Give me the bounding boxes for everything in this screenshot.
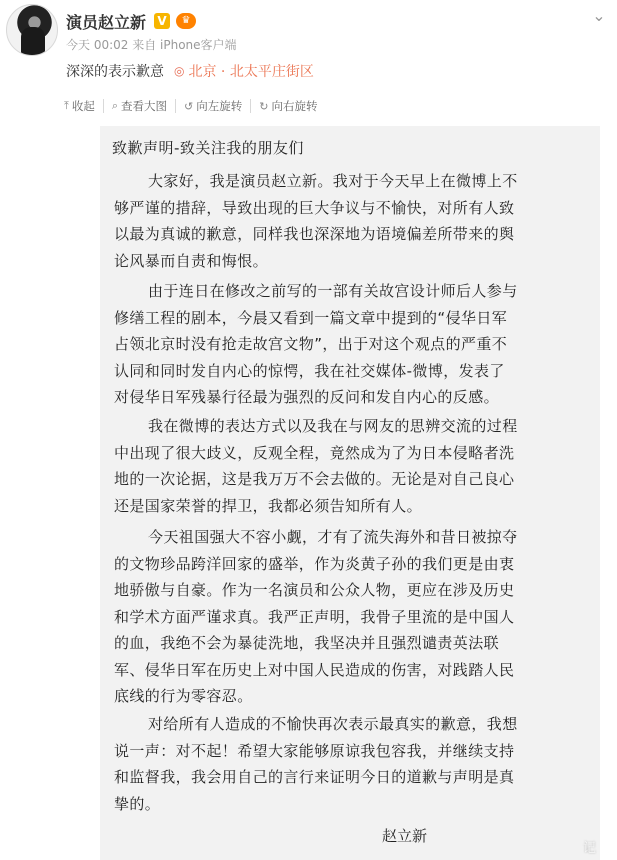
post-text-row: [66, 61, 314, 81]
letter-line: 对侵华日军残暴行径最为强烈的反问和发自内心的反感。: [114, 388, 500, 406]
collapse-label: 收起: [71, 99, 95, 113]
letter-title: 致歉声明-致关注我的朋友们: [112, 139, 304, 157]
rotate-right-icon: ↻: [259, 99, 269, 113]
letter-line: 我在微博的表达方式以及我在与网友的思辨交流的过程: [148, 417, 518, 435]
image-toolbar: [56, 94, 596, 118]
magnifier-icon: ⌕: [111, 99, 119, 112]
view-large-label: 查看大图: [121, 99, 168, 113]
letter-line: 占领北京时没有抢走故宫文物”，出于对这个观点的严重不: [114, 335, 508, 353]
letter-line: 大家好，我是演员赵立新。我对于今天早上在微博上不: [148, 172, 518, 190]
avatar[interactable]: [6, 4, 58, 56]
letter-line: 和监督我，我会用自己的言行来证明今日的道歉与声明是真: [114, 768, 515, 786]
rotate-left-icon: ↺: [184, 99, 194, 113]
letter-line: 的文物珍品跨洋回家的盛举，作为炎黄子孙的我们更是由衷: [114, 554, 515, 573]
letter-paragraph-4: [114, 524, 590, 710]
rotate-right-button[interactable]: [251, 99, 325, 113]
post-meta: 今天 00:02 来自 iPhone客户端: [66, 38, 237, 52]
letter-signature: 赵立新: [382, 827, 428, 845]
apology-letter-image[interactable]: [100, 126, 600, 860]
letter-line: 和学术方面严谨求真。我严正声明，我骨子里流的是中国人: [114, 607, 515, 626]
letter-paragraph-5: [114, 711, 590, 817]
view-large-button[interactable]: [104, 99, 176, 113]
arrow-up-icon: ⤒: [64, 99, 69, 112]
rotate-right-label: 向右旋转: [271, 99, 318, 113]
letter-line: 地骄傲与自豪。作为一名演员和公众人物，更应在涉及历史: [114, 581, 515, 599]
letter-line: 由于连日在修改之前写的一部有关故宫设计师后人参与: [148, 282, 518, 300]
letter-line: 今天祖国强大不容小觑，才有了流失海外和昔日被掠夺: [148, 528, 518, 546]
post-text: 深深的表示歉意: [66, 64, 164, 80]
letter-paragraph-2: [114, 278, 590, 411]
letter-line: 以最为真诚的歉意，同样我也深深地为语境偏差所带来的舆: [114, 225, 515, 243]
letter-paragraph-1: [114, 168, 590, 274]
letter-line: 论风暴而自责和悔恨。: [114, 251, 269, 270]
location-link[interactable]: 北京 · 北太平庄街区: [188, 64, 314, 80]
letter-line: 认同和同时发自内心的惊愕，我在社交媒体-微博，发表了: [114, 361, 505, 380]
rotate-left-button[interactable]: [176, 99, 251, 113]
collapse-button[interactable]: [56, 99, 104, 113]
letter-line: 对给所有人造成的不愉快再次表示最真实的歉意，我想: [148, 715, 518, 733]
letter-line: 地的一次论据，这是我万万不会去做的。无论是对自己良心: [114, 470, 515, 488]
verified-badge-icon: V: [154, 13, 170, 29]
letter-line: 修缮工程的剧本，今晨又看到一篇文章中提到的“侵华日军: [114, 308, 508, 327]
post-header: [0, 0, 617, 88]
letter-line: 还是国家荣誉的捍卫，我都必须告知所有人。: [114, 496, 423, 515]
user-row: [66, 8, 196, 34]
letter-line: 底线的行为零容忍。: [114, 687, 253, 705]
letter-line: 中出现了很大歧义，反观全程，竟然成为了为日本侵略者洗: [114, 443, 515, 462]
letter-line: 挚的。: [114, 794, 161, 813]
location-pin-icon: ◎: [174, 64, 185, 78]
letter-line: 军、侵华日军在历史上对中国人民造成的伤害，对践踏人民: [114, 660, 515, 679]
rotate-left-label: 向左旋转: [196, 99, 243, 113]
letter-line: 的血，我绝不会为暴徒洗地，我坚决并且强烈谴责英法联: [114, 634, 500, 652]
letter-paragraph-3: [114, 413, 590, 519]
chevron-down-icon[interactable]: ⌄: [592, 6, 606, 25]
letter-line: 够严谨的措辞，导致出现的巨大争议与不愉快，对所有人致: [114, 198, 515, 217]
watermark: 记: [582, 841, 596, 856]
letter-line: 说一声：对不起！希望大家能够原谅我包容我，并继续支持: [114, 741, 515, 760]
vip-member-icon[interactable]: ♛: [176, 13, 196, 29]
username[interactable]: 演员赵立新: [66, 12, 147, 32]
